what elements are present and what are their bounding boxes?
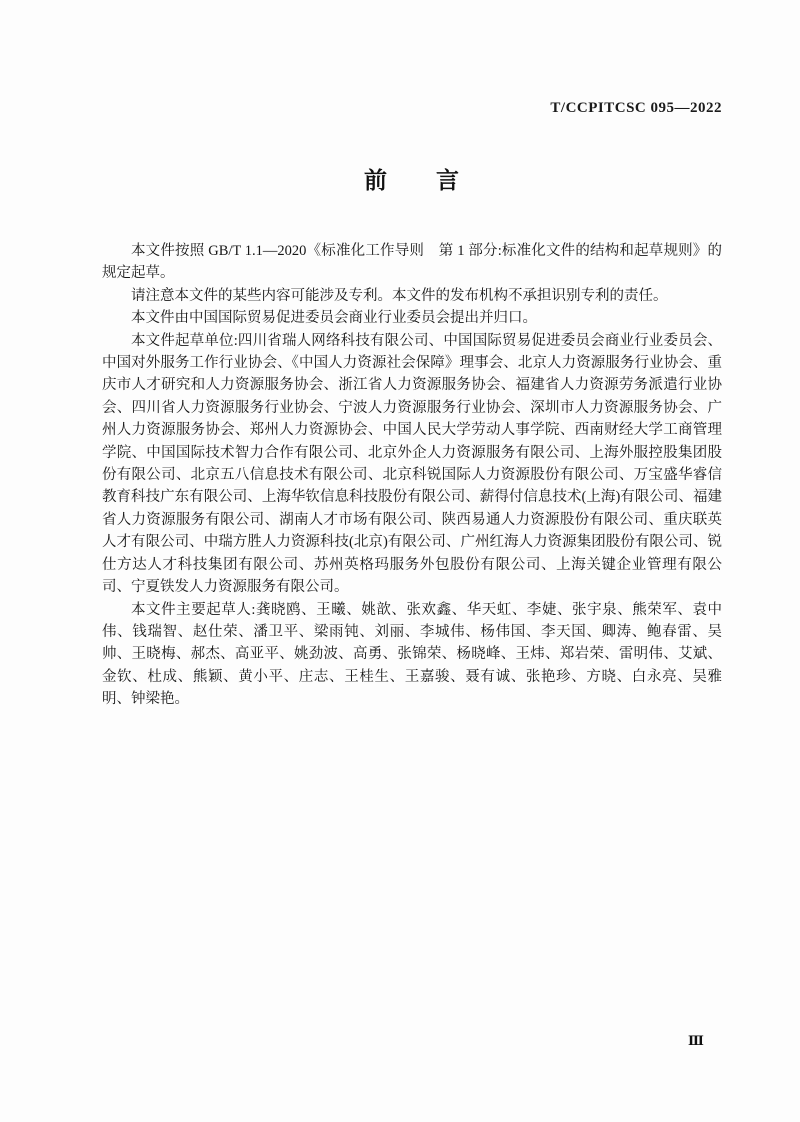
paragraph-main-drafters: 本文件主要起草人:龚晓鸥、王曦、姚歆、张欢鑫、华天虹、李婕、张宇泉、熊荣军、袁中伟、钱瑞智、赵仕荣、潘卫平、梁雨钝、刘丽、李城伟、杨伟国、李天国、卿涛、鲍春雷、吴帅、王晓梅、郝杰、高亚平、姚劲波、高勇、张锦荣、杨晓峰、王炜、郑岩荣、雷明伟、艾斌、金钦、杜成、熊颖、黄小平、庄志、王桂生、王嘉骏、聂有诚、张艳珍、方晓、白永亮、吴雅明、钟梁艳。 [102, 601, 722, 708]
page-number: Ⅲ [688, 1033, 704, 1048]
page-title: 前 言 [364, 167, 460, 193]
foreword-body [102, 240, 722, 711]
paragraph-drafting-basis: 本文件按照 GB/T 1.1—2020《标准化工作导则 第 1 部分:标准化文件的结构和起草规则》的规定起草。 [102, 243, 722, 282]
paragraph-patent-notice: 请注意本文件的某些内容可能涉及专利。本文件的发布机构不承担识别专利的责任。 [131, 287, 668, 304]
paragraph-drafting-organizations: 本文件起草单位:四川省瑞人网络科技有限公司、中国国际贸易促进委员会商业行业委员会、中国对外服务工作行业协会、《中国人力资源社会保障》理事会、北京人力资源服务行业协会、重庆市人才研究和人力资源服务协会、浙江省人力资源服务协会、福建省人力资源劳务派遣行业协会、四川省人力资源服务行业协会、宁波人力资源服务行业协会、深圳市人力资源服务协会、广州人力资源服务协会、郑州人力资源协会、中国人民大学劳动人事学院、西南财经大学工商管理学院、中国国际技术智力合作有限公司、北京外企人力资源服务有限公司、上海外服控股集团股份有限公司、北京五八信息技术有限公司、北京科锐国际人力资源股份有限公司、万宝盛华睿信教育科技广东有限公司、上海华钦信息科技股份有限公司、薪得付信息技术(上海)有限公司、福建省人力资源服务有限公司、湖南人才市场有限公司、陕西易通人力资源股份有限公司、重庆联英人才有限公司、中瑞方胜人力资源科技(北京)有限公司、广州红海人力资源集团股份有限公司、锐仕方达人才科技集团有限公司、苏州英格玛服务外包股份有限公司、上海关键企业管理有限公司、宁夏铁发人力资源服务有限公司。 [102, 332, 722, 596]
standard-code: T/CCPITCSC 095—2022 [550, 100, 722, 116]
paragraph-proposing-body: 本文件由中国国际贸易促进委员会商业行业委员会提出并归口。 [131, 310, 537, 327]
